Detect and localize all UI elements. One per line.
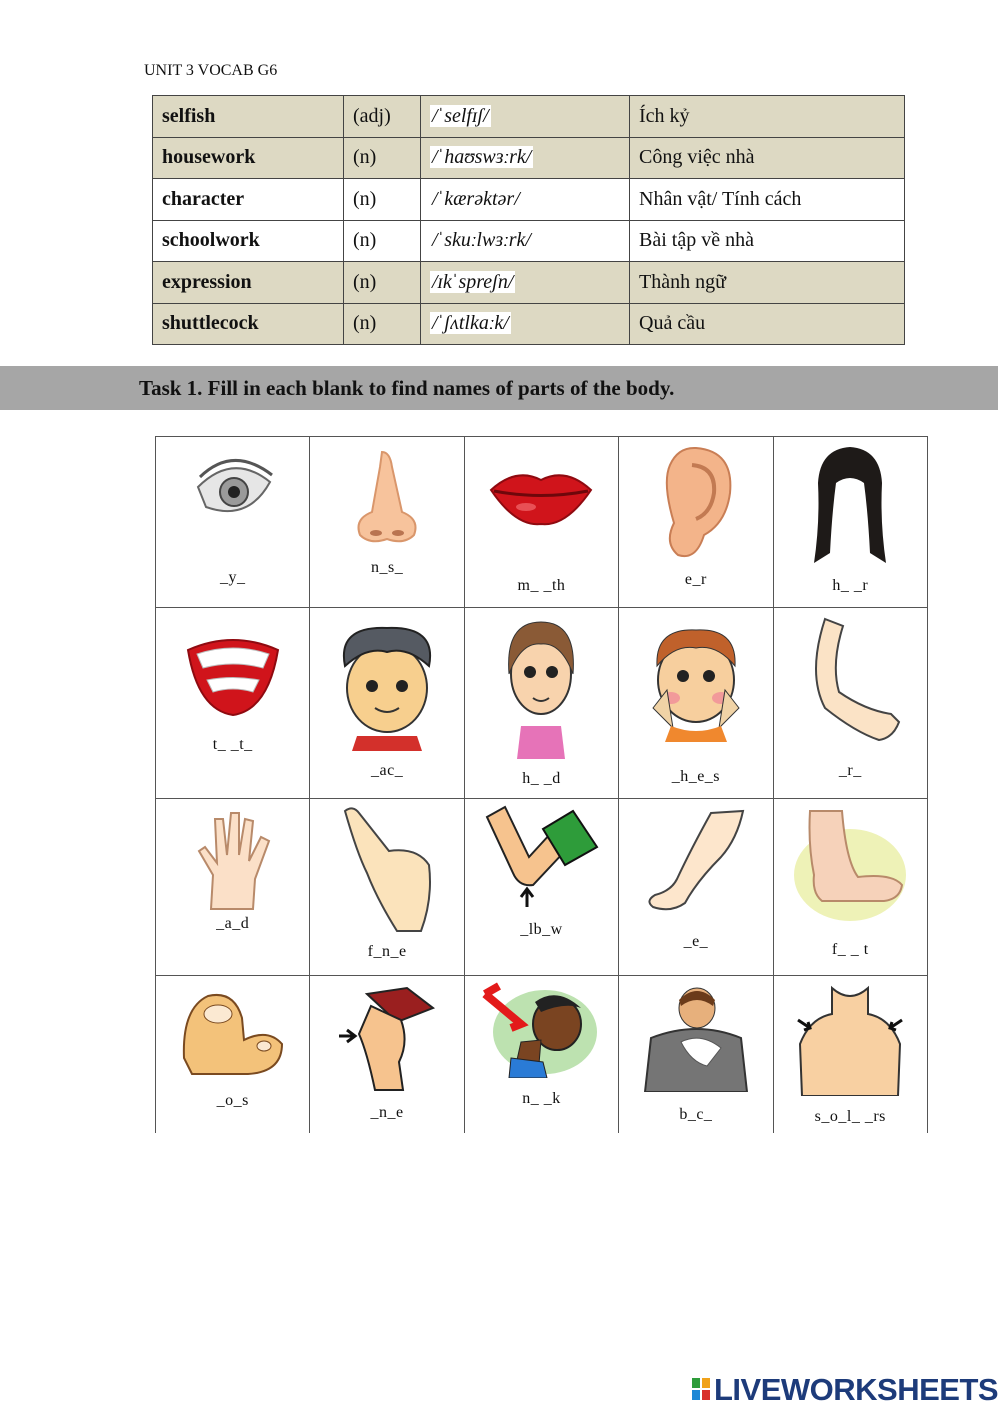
- vocab-ipa: [421, 262, 630, 304]
- grid-cell: [156, 976, 310, 1134]
- clue-text: n_ _k: [522, 1090, 561, 1107]
- vocab-word: character: [153, 179, 344, 221]
- grid-cell: [310, 976, 464, 1134]
- vocab-ipa-text: /ˈskuːlwɜːrk/: [432, 229, 531, 252]
- grid-cell: [773, 608, 927, 799]
- vocab-ipa-text: /ˈkærəktər/: [432, 187, 520, 210]
- vocab-ipa: [421, 96, 630, 138]
- nose-icon: [352, 447, 422, 547]
- vocab-pos: (n): [344, 179, 421, 221]
- grid-cell: [310, 799, 464, 976]
- grid-cell: [156, 437, 310, 608]
- page-title: UNIT 3 VOCAB G6: [144, 62, 278, 79]
- vocab-ipa: [421, 220, 630, 262]
- vocab-meaning: Quả cầu: [630, 303, 905, 345]
- face-icon: [327, 616, 447, 751]
- clue-text: _r_: [838, 762, 862, 779]
- leg-icon: [641, 809, 751, 915]
- clue-text: _a_d: [216, 915, 250, 932]
- vocab-ipa-text: /ˈhaʊswɜːrk/: [432, 146, 532, 169]
- vocab-meaning: Ích kỷ: [630, 96, 905, 138]
- arm-icon: [795, 614, 905, 749]
- vocab-word: selfish: [153, 96, 344, 138]
- ear-icon: [656, 443, 736, 563]
- vocab-pos: (n): [344, 303, 421, 345]
- vocab-ipa-text: /ˈselfɪʃ/: [432, 104, 489, 127]
- task-title: Task 1. Fill in each blank to find names of parts of the body.: [139, 376, 675, 400]
- elbow-icon: [481, 803, 601, 913]
- grid-cell: [773, 799, 927, 976]
- vocab-row: [153, 137, 905, 179]
- clue-text: f_ _ t: [831, 941, 869, 958]
- finger-icon: [337, 803, 437, 935]
- grid-cell: [310, 608, 464, 799]
- vocab-meaning: Bài tập về nhà: [630, 220, 905, 262]
- hair-icon: [810, 443, 890, 567]
- clue-text: h_ _r: [832, 577, 869, 594]
- clue-text: _lb_w: [520, 921, 563, 938]
- grid-cell: [464, 976, 618, 1134]
- clue-text: h_ _d: [522, 770, 561, 787]
- cheeks-icon: [631, 618, 761, 748]
- knee-icon: [337, 982, 437, 1092]
- grid-cell: [310, 437, 464, 608]
- eye-icon: [188, 447, 278, 547]
- head-icon: [501, 614, 581, 759]
- vocab-pos: (adj): [344, 96, 421, 138]
- vocab-pos: (n): [344, 137, 421, 179]
- clue-text: _y_: [219, 569, 246, 586]
- vocab-word: housework: [153, 137, 344, 179]
- task-banner: [0, 366, 998, 410]
- grid-cell: [619, 608, 773, 799]
- mouth-icon: [486, 462, 596, 532]
- vocab-pos: (n): [344, 262, 421, 304]
- hand-icon: [183, 805, 283, 915]
- clue-text: e_r: [684, 571, 707, 588]
- clue-text: _ac_: [370, 762, 404, 779]
- grid-row: [156, 608, 928, 799]
- grid-cell: [464, 799, 618, 976]
- grid-row: [156, 976, 928, 1134]
- grid-cell: [464, 437, 618, 608]
- brand-logo[interactable]: LIVEWORKSHEETS: [714, 1372, 999, 1407]
- vocab-row: [153, 220, 905, 262]
- grid-row: [156, 799, 928, 976]
- grid-cell: [773, 437, 927, 608]
- clue-text: t_ _t_: [212, 736, 253, 753]
- vocab-row: [153, 179, 905, 221]
- grid-cell: [619, 976, 773, 1134]
- vocab-meaning: Thành ngữ: [630, 262, 905, 304]
- vocab-word: schoolwork: [153, 220, 344, 262]
- toes-icon: [178, 988, 288, 1078]
- vocab-ipa-text: /ɪkˈspreʃn/: [432, 270, 514, 293]
- vocab-row: [153, 96, 905, 138]
- vocab-ipa: [421, 137, 630, 179]
- clue-text: _h_e_s: [671, 768, 721, 785]
- back-icon: [641, 982, 751, 1092]
- clue-text: f_n_e: [367, 943, 407, 960]
- vocab-meaning: Công việc nhà: [630, 137, 905, 179]
- vocab-table: [152, 95, 905, 345]
- clue-text: m_ _th: [517, 577, 566, 594]
- vocab-ipa-text: /ˈʃʌtlkaːk/: [432, 312, 509, 335]
- grid-cell: [156, 799, 310, 976]
- clue-text: _o_s: [216, 1092, 249, 1109]
- vocab-word: expression: [153, 262, 344, 304]
- shoulders-icon: [792, 984, 908, 1096]
- vocab-meaning: Nhân vật/ Tính cách: [630, 179, 905, 221]
- body-parts-grid: [155, 436, 928, 1133]
- vocab-ipa: [421, 303, 630, 345]
- body-parts-table: [155, 436, 928, 1133]
- vocab-row: [153, 262, 905, 304]
- vocab-row: [153, 303, 905, 345]
- clue-text: _e_: [683, 933, 709, 950]
- foot-icon: [792, 805, 908, 925]
- clue-text: _n_e: [370, 1104, 404, 1121]
- grid-cell: [619, 437, 773, 608]
- liveworksheets-logo-icon: [692, 1378, 710, 1400]
- grid-row: [156, 437, 928, 608]
- grid-cell: [773, 976, 927, 1134]
- neck-icon: [481, 982, 601, 1078]
- grid-cell: [156, 608, 310, 799]
- teeth-icon: [183, 620, 283, 720]
- grid-cell: [619, 799, 773, 976]
- vocab-pos: (n): [344, 220, 421, 262]
- vocab-word: shuttlecock: [153, 303, 344, 345]
- clue-text: s_o_l_ _rs: [814, 1108, 886, 1125]
- vocab-ipa: [421, 179, 630, 221]
- clue-text: b_c_: [679, 1106, 713, 1123]
- clue-text: n_s_: [370, 559, 404, 576]
- grid-cell: [464, 608, 618, 799]
